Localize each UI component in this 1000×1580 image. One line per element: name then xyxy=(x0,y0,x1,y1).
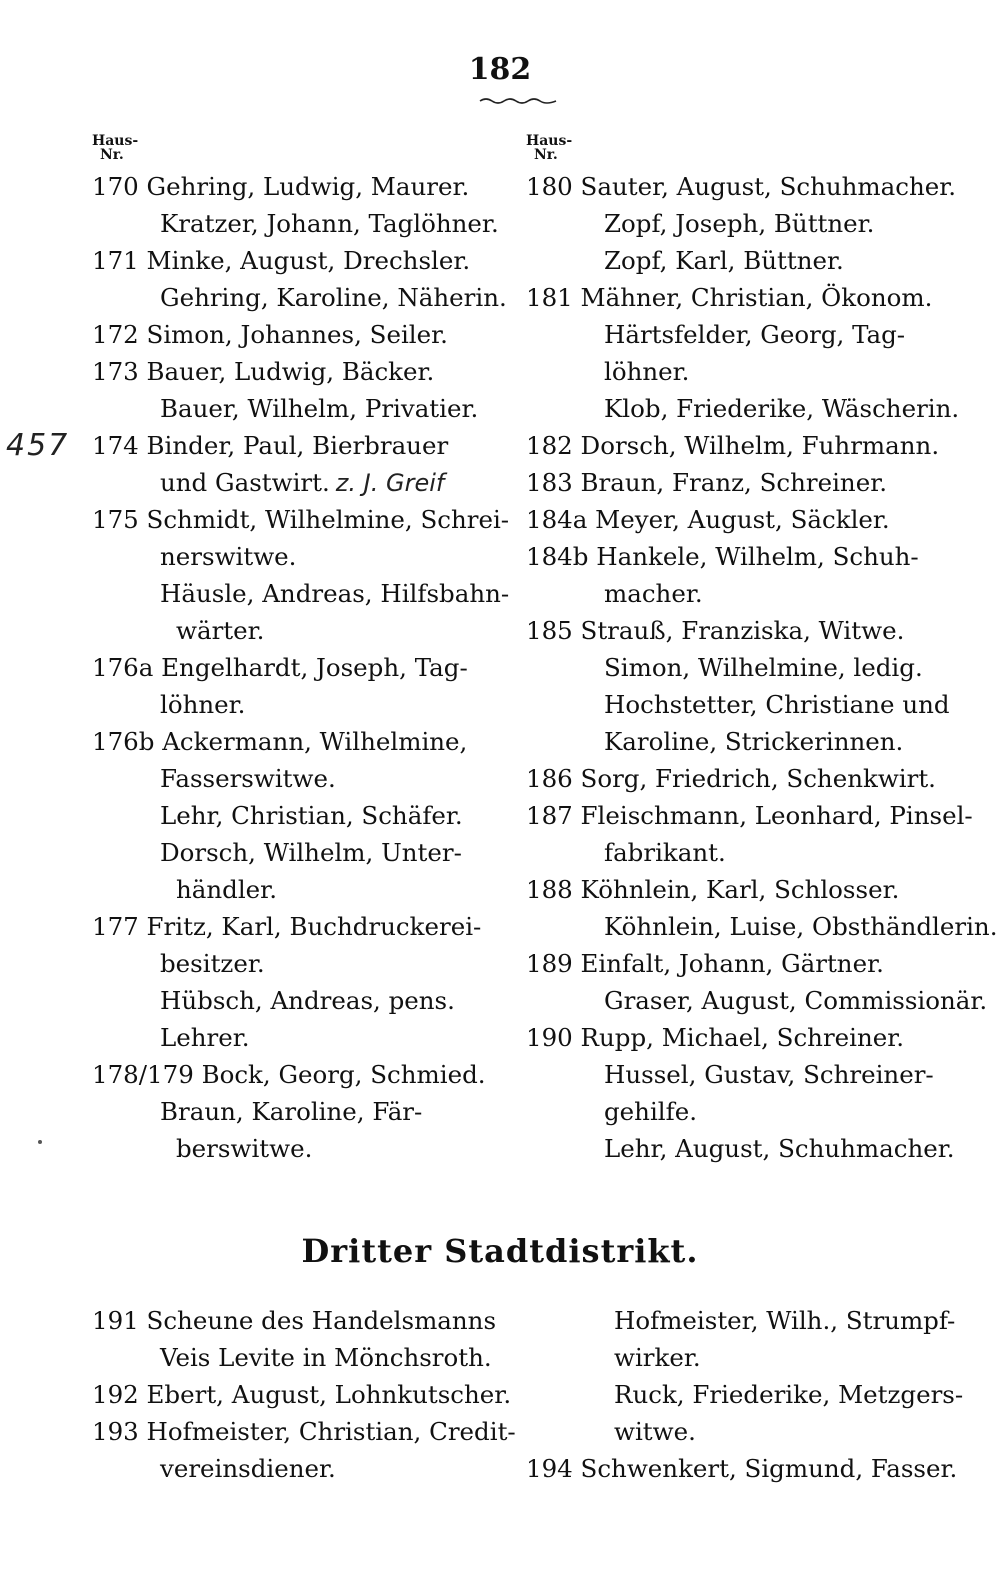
entry-line: 170 Gehring, Ludwig, Maurer. xyxy=(92,172,470,201)
entry-line: Hochstetter, Christiane und xyxy=(604,690,950,719)
entry-line: 180 Sauter, August, Schuhmacher. xyxy=(526,172,957,201)
header-line-1: Haus- xyxy=(526,133,573,149)
entry-line: wirker. xyxy=(614,1343,701,1372)
entry-line: 190 Rupp, Michael, Schreiner. xyxy=(526,1023,905,1052)
margin-speck xyxy=(38,1140,42,1144)
entry-line: 175 Schmidt, Wilhelmine, Schrei- xyxy=(92,505,510,534)
entry-line: Karoline, Strickerinnen. xyxy=(604,727,904,756)
entry-line: 183 Braun, Franz, Schreiner. xyxy=(526,468,888,497)
house-list-left-column xyxy=(92,134,532,1167)
district-list-right-column xyxy=(526,1302,966,1487)
header-line-1: Haus- xyxy=(92,133,139,149)
entry-line: 184b Hankele, Wilhelm, Schuh- xyxy=(526,542,919,571)
entry-line: 172 Simon, Johannes, Seiler. xyxy=(92,320,448,349)
entry-line: 194 Schwenkert, Sigmund, Fasser. xyxy=(526,1454,958,1483)
entry-line: Lehr, Christian, Schäfer. xyxy=(160,801,463,830)
entry-line: Hübsch, Andreas, pens. xyxy=(160,986,455,1015)
entry-line: 191 Scheune des Handelsmanns xyxy=(92,1306,497,1335)
entry-line: Zopf, Karl, Büttner. xyxy=(604,246,844,275)
entry-line: 186 Sorg, Friedrich, Schenkwirt. xyxy=(526,764,936,793)
entry-line: Hofmeister, Wilh., Strumpf- xyxy=(614,1306,956,1335)
entry-line: 185 Strauß, Franziska, Witwe. xyxy=(526,616,905,645)
entry-line: macher. xyxy=(604,579,703,608)
entry-line: händler. xyxy=(176,875,277,904)
page-number: 182 xyxy=(468,52,532,87)
entry-line: Simon, Wilhelmine, ledig. xyxy=(604,653,923,682)
entry-line: 193 Hofmeister, Christian, Credit- xyxy=(92,1417,516,1446)
entry-line: nerswitwe. xyxy=(160,542,297,571)
entry-line: gehilfe. xyxy=(604,1097,697,1126)
entry-line: 171 Minke, August, Drechsler. xyxy=(92,246,471,275)
entry-line: Klob, Friederike, Wäscherin. xyxy=(604,394,960,423)
entry-line: Häusle, Andreas, Hilfsbahn- xyxy=(160,579,510,608)
house-number-header xyxy=(92,134,532,168)
entry-line: 181 Mähner, Christian, Ökonom. xyxy=(526,283,933,312)
entry-line: 184a Meyer, August, Säckler. xyxy=(526,505,890,534)
entry-line: Köhnlein, Luise, Obsthändlerin. xyxy=(604,912,998,941)
entry-line: 173 Bauer, Ludwig, Bäcker. xyxy=(92,357,435,386)
entry-line: witwe. xyxy=(614,1417,696,1446)
entry-line: Gehring, Karoline, Näherin. xyxy=(160,283,507,312)
entry-line: 178/179 Bock, Georg, Schmied. xyxy=(92,1060,486,1089)
entry-line: löhner. xyxy=(160,690,246,719)
entry-line: Dorsch, Wilhelm, Unter- xyxy=(160,838,462,867)
entry-line-with-annotation xyxy=(92,464,532,501)
house-list-right-column xyxy=(526,133,998,1167)
entry-line: vereinsdiener. xyxy=(160,1454,336,1483)
header-line-2: Nr. xyxy=(534,147,558,163)
entry-line: Härtsfelder, Georg, Tag- xyxy=(604,320,906,349)
entry-line: Kratzer, Johann, Taglöhner. xyxy=(160,209,499,238)
entry-line: berswitwe. xyxy=(176,1134,313,1163)
entry-line: Lehr, August, Schuhmacher. xyxy=(604,1134,955,1163)
district-list-left-column xyxy=(92,1302,532,1487)
entry-line: 174 Binder, Paul, Bierbrauer xyxy=(92,431,449,460)
handwritten-margin-note: 457 xyxy=(6,428,70,463)
entry-text: und Gastwirt. xyxy=(160,468,330,497)
entry-line: besitzer. xyxy=(160,949,265,978)
entry-line: löhner. xyxy=(604,357,690,386)
entry-line: 176a Engelhardt, Joseph, Tag- xyxy=(92,653,468,682)
entry-line: Braun, Karoline, Fär- xyxy=(160,1097,423,1126)
entry-line: Veis Levite in Mönchsroth. xyxy=(160,1343,492,1372)
entry-line: 182 Dorsch, Wilhelm, Fuhrmann. xyxy=(526,431,940,460)
entry-line: 192 Ebert, August, Lohnkutscher. xyxy=(92,1380,512,1409)
entry-line: 176b Ackermann, Wilhelmine, xyxy=(92,727,468,756)
header-line-2: Nr. xyxy=(100,147,124,163)
entry-line: Ruck, Friederike, Metzgers- xyxy=(614,1380,964,1409)
section-title: Dritter Stadtdistrikt. xyxy=(301,1232,699,1270)
entry-line: 188 Köhnlein, Karl, Schlosser. xyxy=(526,875,900,904)
house-number-header xyxy=(526,134,966,168)
entry-line: Hussel, Gustav, Schreiner- xyxy=(604,1060,934,1089)
entry-line: 177 Fritz, Karl, Buchdruckerei- xyxy=(92,912,482,941)
entry-line: 189 Einfalt, Johann, Gärtner. xyxy=(526,949,884,978)
entry-line: Lehrer. xyxy=(160,1023,250,1052)
handwritten-annotation: z. J. Greif xyxy=(335,469,445,497)
entry-line: fabrikant. xyxy=(604,838,726,867)
entry-line: 187 Fleischmann, Leonhard, Pinsel- xyxy=(526,801,973,830)
page-number-underline xyxy=(478,96,558,106)
entry-line: Bauer, Wilhelm, Privatier. xyxy=(160,394,479,423)
entry-line: Fasserswitwe. xyxy=(160,764,336,793)
entry-line: Graser, August, Commissionär. xyxy=(604,986,988,1015)
entry-line: wärter. xyxy=(176,616,265,645)
entry-line: Zopf, Joseph, Büttner. xyxy=(604,209,875,238)
